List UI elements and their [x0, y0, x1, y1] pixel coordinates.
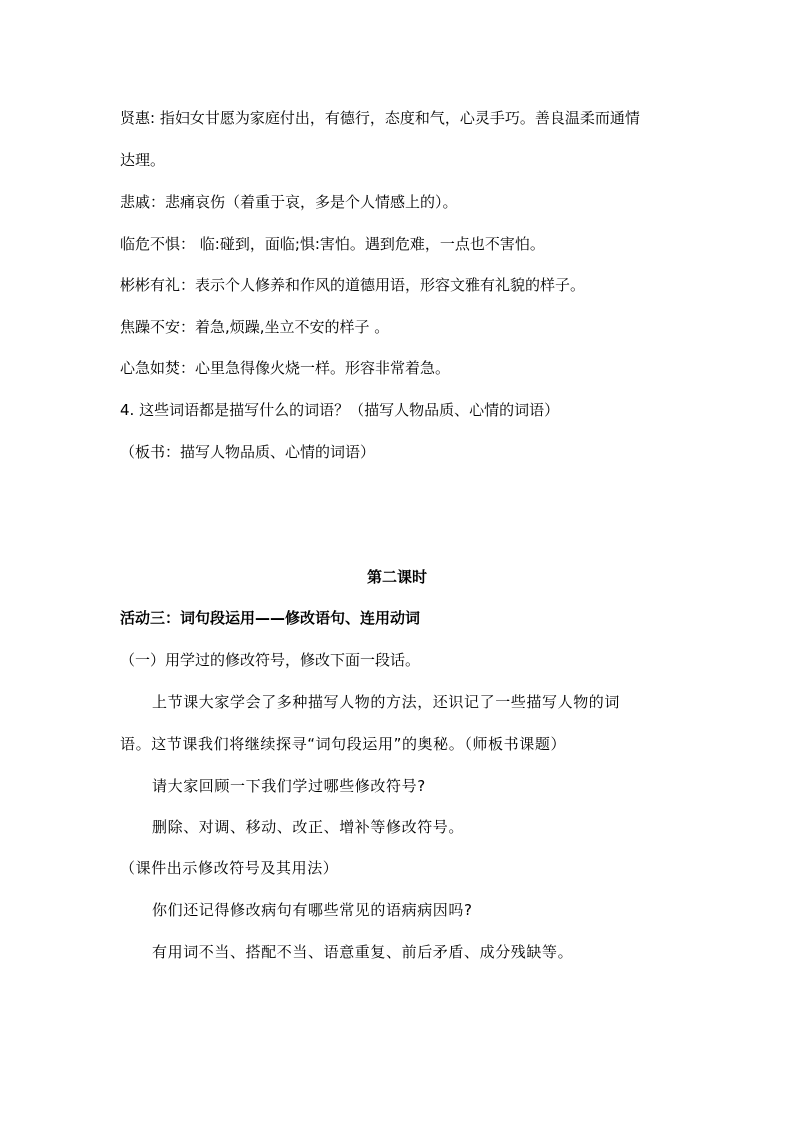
board-note: （板书：描写人物品质、心情的词语） — [120, 443, 376, 461]
definition-beiqi: 悲戚：悲痛哀伤（着重于哀，多是个人情感上的）。 — [120, 193, 458, 211]
section-one-instruction: （一）用学过的修改符号，修改下面一段话。 — [120, 651, 421, 669]
paragraph-2: 请大家回顾一下我们学过哪些修改符号? — [152, 777, 426, 795]
paragraph-5: 你们还记得修改病句有哪些常见的语病病因吗? — [152, 901, 473, 919]
paragraph-4: （课件出示修改符号及其用法） — [120, 859, 339, 877]
paragraph-3: 删除、对调、移动、改正、增补等修改符号。 — [152, 818, 465, 836]
paragraph-6: 有用词不当、搭配不当、语意重复、前后矛盾、成分残缺等。 — [152, 943, 574, 961]
paragraph-1-line2: 语。这节课我们将继续探寻“词句段运用”的奥秘。（师板书课题） — [120, 735, 567, 753]
lesson-title: 第二课时 — [366, 568, 427, 586]
definition-linweibuju: 临危不惧： 临:碰到，面临;惧:害怕。遇到危难，一点也不害怕。 — [120, 235, 545, 253]
definition-xianhui-line2: 达理。 — [120, 151, 166, 169]
definition-xianhui-line1: 贤惠: 指妇女甘愿为家庭付出，有德行，态度和气，心灵手巧。善良温柔而通情 — [120, 109, 640, 127]
activity-title: 活动三：词句段运用——修改语句、连用动词 — [120, 609, 421, 627]
definition-binbinyouli: 彬彬有礼：表示个人修养和作风的道德用语，形容文雅有礼貌的样子。 — [120, 276, 586, 294]
definition-xinjirufen: 心急如焚：心里急得像火烧一样。形容非常着急。 — [120, 359, 451, 377]
definition-jiaozaobuan: 焦躁不安：着急,烦躁,坐立不安的样子 。 — [120, 318, 390, 336]
question-4: 4. 这些词语都是描写什么的词语？（描写人物品质、心情的词语） — [120, 401, 560, 419]
paragraph-1-line1: 上节课大家学会了多种描写人物的方法，还识记了一些描写人物的词 — [152, 693, 621, 711]
